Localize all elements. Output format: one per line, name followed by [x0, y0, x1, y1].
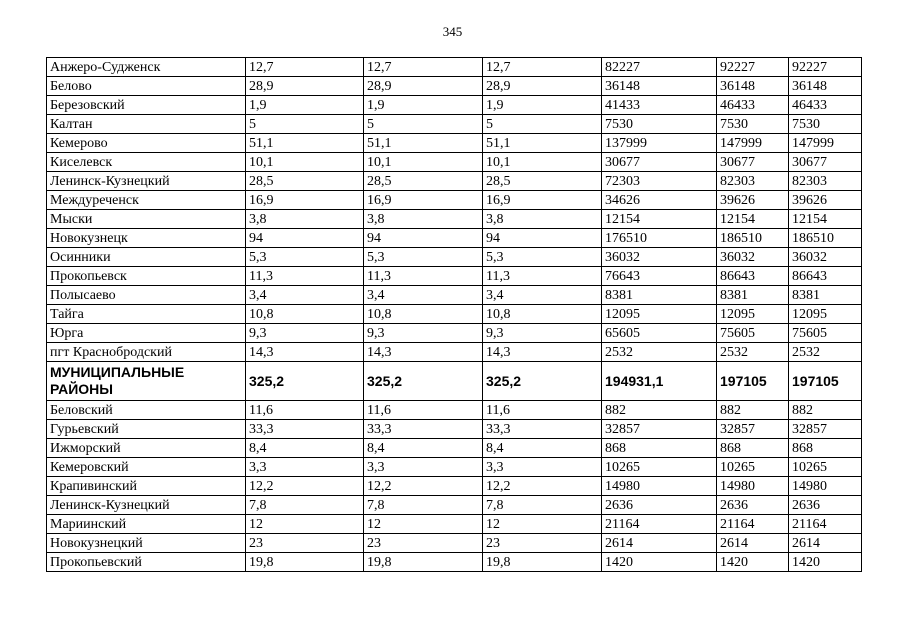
value-cell-col-4: 194931,1	[602, 362, 717, 401]
value-cell-col-3: 12	[483, 515, 602, 534]
value-cell-col-5: 36148	[717, 77, 789, 96]
value-cell-col-6: 30677	[789, 153, 862, 172]
value-cell-col-3: 16,9	[483, 191, 602, 210]
value-cell-col-6: 39626	[789, 191, 862, 210]
value-cell-col-5: 12095	[717, 305, 789, 324]
value-cell-col-4: 12154	[602, 210, 717, 229]
value-cell-col-4: 36148	[602, 77, 717, 96]
table-row	[47, 515, 862, 534]
value-cell-col-2: 12	[364, 515, 483, 534]
value-cell-col-1: 12,7	[246, 58, 364, 77]
value-cell-col-4: 2614	[602, 534, 717, 553]
value-cell-col-6: 92227	[789, 58, 862, 77]
value-cell-col-1: 28,5	[246, 172, 364, 191]
table-row	[47, 553, 862, 572]
value-cell-col-3: 33,3	[483, 420, 602, 439]
value-cell-col-4: 7530	[602, 115, 717, 134]
value-cell-col-3: 11,3	[483, 267, 602, 286]
table-row	[47, 172, 862, 191]
value-cell-col-6: 882	[789, 401, 862, 420]
value-cell-col-3: 5	[483, 115, 602, 134]
value-cell-col-1: 11,3	[246, 267, 364, 286]
value-cell-col-1: 9,3	[246, 324, 364, 343]
value-cell-col-2: 3,4	[364, 286, 483, 305]
value-cell-col-2: 12,2	[364, 477, 483, 496]
table-row	[47, 477, 862, 496]
value-cell-col-5: 7530	[717, 115, 789, 134]
value-cell-col-1: 19,8	[246, 553, 364, 572]
value-cell-col-5: 868	[717, 439, 789, 458]
table-row	[47, 286, 862, 305]
value-cell-col-1: 5,3	[246, 248, 364, 267]
row-name-cell: Полысаево	[47, 286, 246, 305]
table-row	[47, 343, 862, 362]
value-cell-col-2: 5	[364, 115, 483, 134]
value-cell-col-4: 8381	[602, 286, 717, 305]
table-row	[47, 496, 862, 515]
value-cell-col-6: 21164	[789, 515, 862, 534]
value-cell-col-1: 1,9	[246, 96, 364, 115]
value-cell-col-4: 65605	[602, 324, 717, 343]
value-cell-col-1: 11,6	[246, 401, 364, 420]
table-row	[47, 210, 862, 229]
value-cell-col-6: 86643	[789, 267, 862, 286]
value-cell-col-6: 12154	[789, 210, 862, 229]
value-cell-col-1: 8,4	[246, 439, 364, 458]
value-cell-col-4: 36032	[602, 248, 717, 267]
value-cell-col-3: 14,3	[483, 343, 602, 362]
row-name-cell: Прокопьевский	[47, 553, 246, 572]
value-cell-col-2: 28,5	[364, 172, 483, 191]
row-name-cell: Крапивинский	[47, 477, 246, 496]
value-cell-col-4: 2636	[602, 496, 717, 515]
value-cell-col-2: 23	[364, 534, 483, 553]
value-cell-col-6: 1420	[789, 553, 862, 572]
table-row	[47, 134, 862, 153]
value-cell-col-1: 12,2	[246, 477, 364, 496]
table-row	[47, 267, 862, 286]
value-cell-col-4: 76643	[602, 267, 717, 286]
value-cell-col-3: 10,8	[483, 305, 602, 324]
table-row	[47, 77, 862, 96]
row-name-cell: Осинники	[47, 248, 246, 267]
value-cell-col-4: 41433	[602, 96, 717, 115]
value-cell-col-6: 46433	[789, 96, 862, 115]
value-cell-col-1: 3,8	[246, 210, 364, 229]
value-cell-col-1: 5	[246, 115, 364, 134]
value-cell-col-4: 1420	[602, 553, 717, 572]
table-row	[47, 58, 862, 77]
value-cell-col-5: 32857	[717, 420, 789, 439]
value-cell-col-2: 11,3	[364, 267, 483, 286]
value-cell-col-4: 176510	[602, 229, 717, 248]
table-row	[47, 458, 862, 477]
value-cell-col-6: 147999	[789, 134, 862, 153]
value-cell-col-4: 868	[602, 439, 717, 458]
value-cell-col-3: 12,2	[483, 477, 602, 496]
value-cell-col-6: 10265	[789, 458, 862, 477]
value-cell-col-5: 75605	[717, 324, 789, 343]
value-cell-col-2: 8,4	[364, 439, 483, 458]
value-cell-col-4: 21164	[602, 515, 717, 534]
value-cell-col-6: 36032	[789, 248, 862, 267]
value-cell-col-3: 7,8	[483, 496, 602, 515]
row-name-cell: Беловский	[47, 401, 246, 420]
value-cell-col-1: 3,3	[246, 458, 364, 477]
value-cell-col-3: 5,3	[483, 248, 602, 267]
table-row	[47, 191, 862, 210]
table-row	[47, 439, 862, 458]
table-row-section-total	[47, 362, 862, 401]
value-cell-col-2: 10,1	[364, 153, 483, 172]
value-cell-col-1: 3,4	[246, 286, 364, 305]
value-cell-col-2: 1,9	[364, 96, 483, 115]
value-cell-col-2: 3,8	[364, 210, 483, 229]
value-cell-col-2: 325,2	[364, 362, 483, 401]
value-cell-col-5: 92227	[717, 58, 789, 77]
value-cell-col-6: 82303	[789, 172, 862, 191]
value-cell-col-1: 23	[246, 534, 364, 553]
value-cell-col-1: 94	[246, 229, 364, 248]
value-cell-col-1: 7,8	[246, 496, 364, 515]
value-cell-col-6: 2614	[789, 534, 862, 553]
value-cell-col-3: 9,3	[483, 324, 602, 343]
value-cell-col-6: 8381	[789, 286, 862, 305]
value-cell-col-5: 186510	[717, 229, 789, 248]
value-cell-col-5: 12154	[717, 210, 789, 229]
value-cell-col-3: 3,3	[483, 458, 602, 477]
value-cell-col-2: 51,1	[364, 134, 483, 153]
value-cell-col-4: 137999	[602, 134, 717, 153]
value-cell-col-5: 46433	[717, 96, 789, 115]
value-cell-col-5: 8381	[717, 286, 789, 305]
table-row	[47, 115, 862, 134]
table-row	[47, 420, 862, 439]
row-name-cell: Белово	[47, 77, 246, 96]
table-row	[47, 153, 862, 172]
row-name-cell: Новокузнецкий	[47, 534, 246, 553]
value-cell-col-6: 75605	[789, 324, 862, 343]
row-name-cell: Калтан	[47, 115, 246, 134]
value-cell-col-2: 28,9	[364, 77, 483, 96]
value-cell-col-4: 34626	[602, 191, 717, 210]
value-cell-col-2: 16,9	[364, 191, 483, 210]
data-table	[46, 57, 862, 572]
value-cell-col-3: 11,6	[483, 401, 602, 420]
value-cell-col-3: 3,4	[483, 286, 602, 305]
value-cell-col-6: 186510	[789, 229, 862, 248]
value-cell-col-6: 197105	[789, 362, 862, 401]
value-cell-col-3: 94	[483, 229, 602, 248]
row-name-cell: Юрга	[47, 324, 246, 343]
value-cell-col-3: 51,1	[483, 134, 602, 153]
value-cell-col-6: 32857	[789, 420, 862, 439]
value-cell-col-4: 10265	[602, 458, 717, 477]
value-cell-col-6: 868	[789, 439, 862, 458]
row-name-cell: Тайга	[47, 305, 246, 324]
value-cell-col-5: 1420	[717, 553, 789, 572]
value-cell-col-2: 10,8	[364, 305, 483, 324]
value-cell-col-6: 36148	[789, 77, 862, 96]
value-cell-col-2: 14,3	[364, 343, 483, 362]
row-name-cell: пгт Краснобродский	[47, 343, 246, 362]
value-cell-col-4: 2532	[602, 343, 717, 362]
row-name-cell: Анжеро-Судженск	[47, 58, 246, 77]
value-cell-col-5: 882	[717, 401, 789, 420]
value-cell-col-2: 94	[364, 229, 483, 248]
row-name-cell: Междуреченск	[47, 191, 246, 210]
value-cell-col-4: 882	[602, 401, 717, 420]
row-name-cell: Ленинск-Кузнецкий	[47, 172, 246, 191]
table-row	[47, 248, 862, 267]
row-name-cell: Кемерово	[47, 134, 246, 153]
value-cell-col-5: 82303	[717, 172, 789, 191]
value-cell-col-4: 12095	[602, 305, 717, 324]
value-cell-col-3: 1,9	[483, 96, 602, 115]
row-name-cell: Березовский	[47, 96, 246, 115]
value-cell-col-2: 12,7	[364, 58, 483, 77]
value-cell-col-3: 28,5	[483, 172, 602, 191]
value-cell-col-3: 8,4	[483, 439, 602, 458]
value-cell-col-1: 33,3	[246, 420, 364, 439]
value-cell-col-1: 325,2	[246, 362, 364, 401]
value-cell-col-4: 14980	[602, 477, 717, 496]
value-cell-col-1: 28,9	[246, 77, 364, 96]
value-cell-col-1: 51,1	[246, 134, 364, 153]
value-cell-col-2: 3,3	[364, 458, 483, 477]
value-cell-col-6: 2636	[789, 496, 862, 515]
value-cell-col-6: 2532	[789, 343, 862, 362]
table-body	[47, 58, 862, 572]
value-cell-col-1: 10,1	[246, 153, 364, 172]
value-cell-col-5: 2532	[717, 343, 789, 362]
row-name-cell: Ижморский	[47, 439, 246, 458]
table-row	[47, 305, 862, 324]
value-cell-col-5: 14980	[717, 477, 789, 496]
row-name-cell: Ленинск-Кузнецкий	[47, 496, 246, 515]
value-cell-col-4: 30677	[602, 153, 717, 172]
value-cell-col-3: 12,7	[483, 58, 602, 77]
row-name-cell: Мариинский	[47, 515, 246, 534]
value-cell-col-5: 30677	[717, 153, 789, 172]
value-cell-col-1: 12	[246, 515, 364, 534]
value-cell-col-3: 28,9	[483, 77, 602, 96]
value-cell-col-3: 325,2	[483, 362, 602, 401]
row-name-cell: МУНИЦИПАЛЬНЫЕ РАЙОНЫ	[47, 362, 246, 401]
value-cell-col-6: 14980	[789, 477, 862, 496]
value-cell-col-5: 39626	[717, 191, 789, 210]
row-name-cell: Мыски	[47, 210, 246, 229]
value-cell-col-3: 10,1	[483, 153, 602, 172]
value-cell-col-5: 147999	[717, 134, 789, 153]
value-cell-col-2: 7,8	[364, 496, 483, 515]
value-cell-col-2: 11,6	[364, 401, 483, 420]
row-name-cell: Киселевск	[47, 153, 246, 172]
value-cell-col-3: 19,8	[483, 553, 602, 572]
value-cell-col-2: 19,8	[364, 553, 483, 572]
value-cell-col-4: 72303	[602, 172, 717, 191]
value-cell-col-5: 21164	[717, 515, 789, 534]
row-name-cell: Новокузнецк	[47, 229, 246, 248]
table-row	[47, 96, 862, 115]
row-name-cell: Кемеровский	[47, 458, 246, 477]
page-number: 345	[442, 24, 463, 39]
value-cell-col-5: 36032	[717, 248, 789, 267]
value-cell-col-5: 2636	[717, 496, 789, 515]
value-cell-col-5: 10265	[717, 458, 789, 477]
value-cell-col-2: 9,3	[364, 324, 483, 343]
value-cell-col-1: 10,8	[246, 305, 364, 324]
value-cell-col-1: 14,3	[246, 343, 364, 362]
value-cell-col-5: 2614	[717, 534, 789, 553]
value-cell-col-3: 23	[483, 534, 602, 553]
table-row	[47, 324, 862, 343]
value-cell-col-5: 86643	[717, 267, 789, 286]
value-cell-col-2: 5,3	[364, 248, 483, 267]
value-cell-col-2: 33,3	[364, 420, 483, 439]
table-row	[47, 401, 862, 420]
value-cell-col-3: 3,8	[483, 210, 602, 229]
row-name-cell: Гурьевский	[47, 420, 246, 439]
value-cell-col-6: 12095	[789, 305, 862, 324]
value-cell-col-6: 7530	[789, 115, 862, 134]
value-cell-col-4: 82227	[602, 58, 717, 77]
table-row	[47, 229, 862, 248]
value-cell-col-4: 32857	[602, 420, 717, 439]
value-cell-col-1: 16,9	[246, 191, 364, 210]
value-cell-col-5: 197105	[717, 362, 789, 401]
row-name-cell: Прокопьевск	[47, 267, 246, 286]
table-row	[47, 534, 862, 553]
